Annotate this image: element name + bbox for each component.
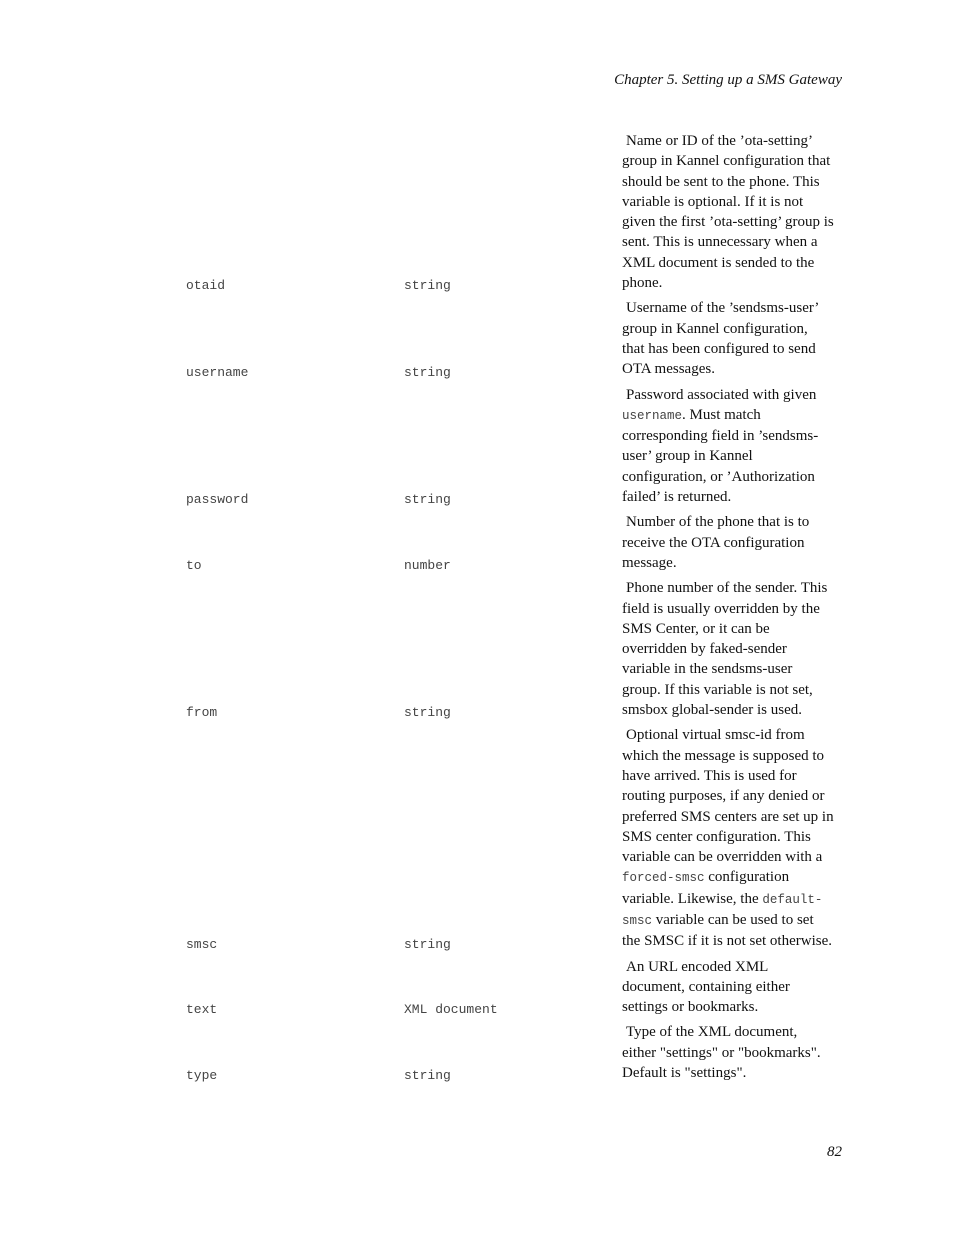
param-description: An URL encoded XML document, containing either settings or bookmarks. — [622, 958, 790, 1016]
inline-code: default-smsc — [622, 892, 823, 928]
running-header: Chapter 5. Setting up a SMS Gateway — [614, 72, 842, 88]
table-row — [186, 510, 834, 576]
param-type: string — [404, 705, 451, 721]
table-row — [186, 576, 834, 723]
param-type: string — [404, 936, 451, 952]
param-name: password — [186, 492, 249, 508]
param-description: Number of the phone that is to receive the OTA configuration message. — [622, 514, 810, 571]
param-name: to — [186, 558, 202, 574]
param-name: text — [186, 1002, 218, 1018]
param-type: string — [404, 492, 451, 508]
inline-code: forced-smsc — [622, 871, 705, 886]
param-type: string — [404, 364, 451, 380]
parameter-table — [186, 129, 834, 1086]
param-name: type — [186, 1068, 218, 1084]
param-description: Username of the ’sendsms-user’ group in Kannel configuration, that has been configured to send OTA messages. — [622, 300, 819, 378]
param-description: Type of the XML document, either "settings" or "bookmarks". Default is "settings". — [622, 1024, 821, 1082]
param-type: string — [404, 278, 451, 294]
page-number: 82 — [827, 1144, 842, 1160]
param-name: username — [186, 364, 249, 380]
param-name: smsc — [186, 936, 218, 952]
param-name: otaid — [186, 278, 226, 294]
param-description: Name or ID of the ’ota-setting’ group in Kannel configuration that should be sent to the phone. This variable is optional. If it is not given the first ’ota-setting’ group is sent. This is unnecessary when a XML document is sended to the phone. — [622, 133, 834, 292]
param-description: Optional virtual smsc-id from which the message is supposed to have arrived. This is used for routing purposes, if any denied or preferred SMS centers are set up in SMS center configuration. This variable can be overridden with a forced-smsc configuration variable. Likewise, the default-smsc variable can be used to set the SMSC if it is not set otherwise. — [622, 727, 834, 950]
param-name: from — [186, 705, 218, 721]
table-row — [186, 723, 834, 954]
param-description: Phone number of the sender. This field is usually overridden by the SMS Center, or it can be overridden by faked-sender variable in the sendsms-user group. If this variable is not set, smsbox global-sender is used. — [622, 580, 828, 719]
table-row — [186, 129, 834, 296]
table-row — [186, 955, 834, 1021]
param-type: XML document — [404, 1002, 498, 1018]
param-description: Password associated with given username. Must match corresponding field in ’sendsms-user’ group in Kannel configuration, or ’Authorization failed’ is returned. — [622, 386, 819, 506]
table-row — [186, 296, 834, 382]
param-type: number — [404, 558, 451, 574]
table-row — [186, 383, 834, 511]
inline-code: username — [622, 408, 683, 423]
param-type: string — [404, 1068, 451, 1084]
table-row — [186, 1020, 834, 1086]
